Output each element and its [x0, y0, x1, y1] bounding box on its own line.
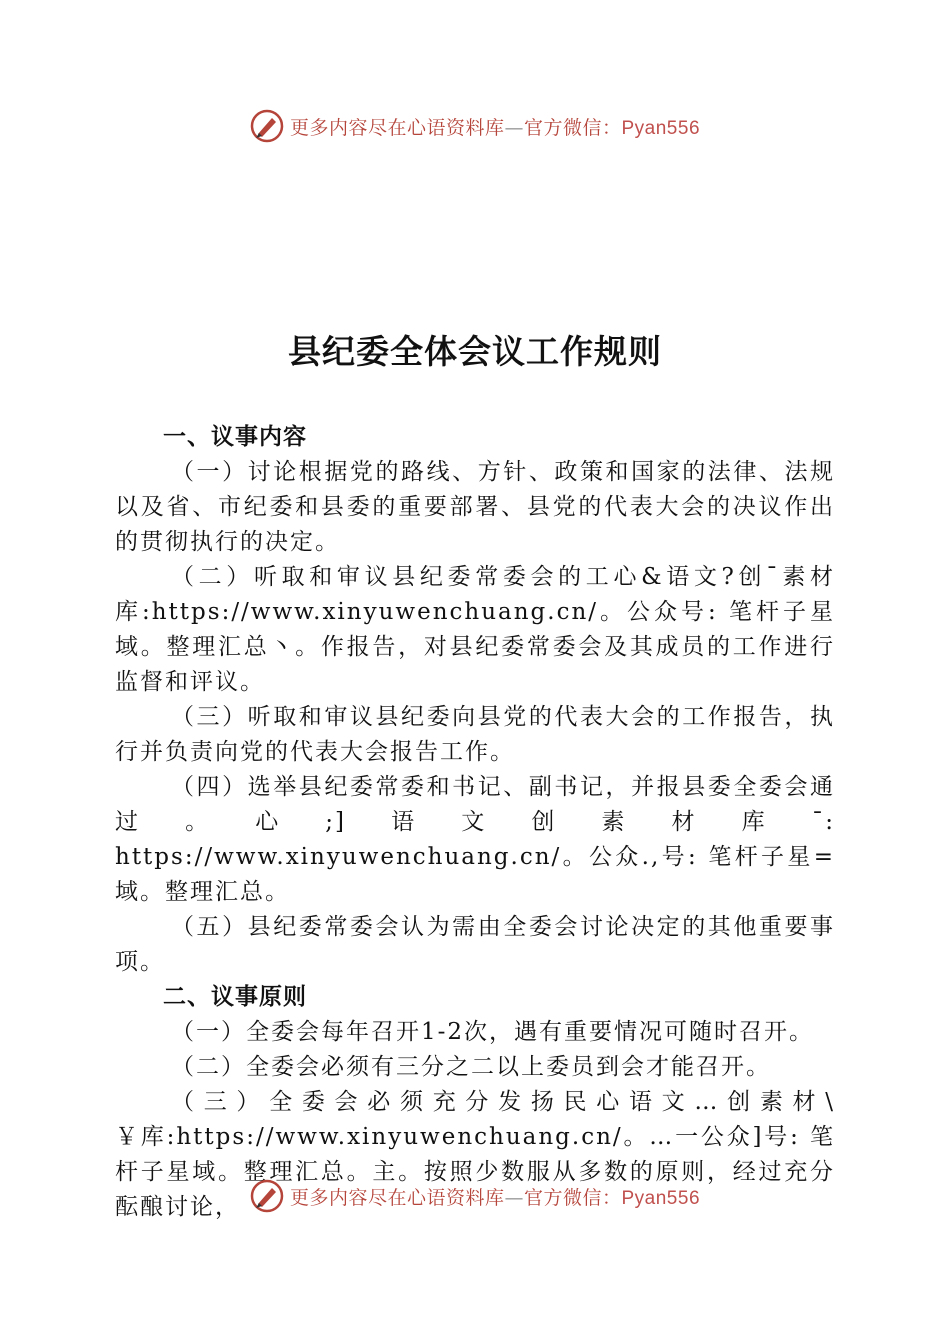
- pen-logo-icon: [250, 1179, 284, 1213]
- watermark-banner-top: [0, 106, 950, 146]
- document-title: 县纪委全体会议工作规则: [288, 332, 662, 371]
- pen-logo-icon: [250, 109, 284, 143]
- paragraph: （一）全委会每年召开1-2次，遇有重要情况可随时召开。: [171, 1019, 815, 1045]
- paragraph: （二）听取和审议县纪委常委会的工心&语文?创¯素材库:https://www.xinyuwenchuang.cn/。公众号: 笔杆子星域。整理汇总丶。作报告，对县纪委常委会及其成员的工作进行监督和评议。: [115, 564, 835, 695]
- paragraph: （五）县纪委常委会认为需由全委会讨论决定的其他重要事项。: [115, 914, 835, 975]
- document-body: [115, 420, 835, 1225]
- watermark-text: 更多内容尽在心语资料库—官方微信：Pyan556: [289, 116, 701, 139]
- paragraph: （三）全委会必须充分发扬民心语文…创素材\￥库:https://www.xinyuwenchuang.cn/。…一公众]号: 笔杆子星域。整理汇总。主。按照少数服从多数的原则，经过充分酝酿讨论，: [115, 1089, 835, 1220]
- section-heading: 二、议事原则: [163, 984, 307, 1010]
- watermark-banner-bottom: [0, 1176, 950, 1216]
- watermark-text: 更多内容尽在心语资料库—官方微信：Pyan556: [289, 1186, 701, 1209]
- paragraph: （四）选举县纪委常委和书记、副书记，并报县委全委会通过。心;]语文创素材库¯: https://www.xinyuwenchuang.cn/。公众.,号: 笔杆子星=域。整理汇总。: [115, 774, 835, 905]
- paragraph: （二）全委会必须有三分之二以上委员到会才能召开。: [171, 1054, 771, 1080]
- paragraph: （一）讨论根据党的路线、方针、政策和国家的法律、法规以及省、市纪委和县委的重要部署、县党的代表大会的决议作出的贯彻执行的决定。: [115, 459, 835, 555]
- section-heading: 一、议事内容: [163, 424, 307, 450]
- paragraph: （三）听取和审议县纪委向县党的代表大会的工作报告，执行并负责向党的代表大会报告工作。: [115, 704, 835, 765]
